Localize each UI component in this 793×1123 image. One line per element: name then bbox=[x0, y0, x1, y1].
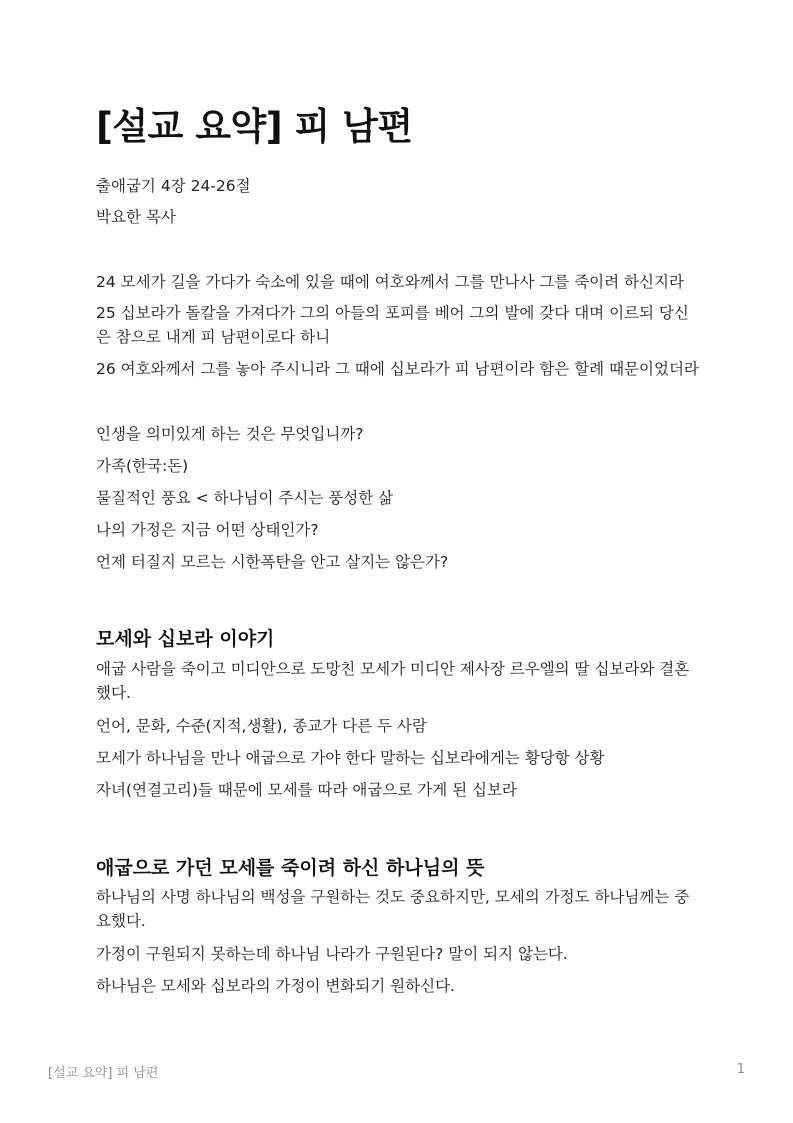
section-heading: 애굽으로 가던 모세를 죽이려 하신 하나님의 뜻 bbox=[96, 857, 485, 879]
scripture-reference: 출애굽기 4장 24-26절 bbox=[96, 177, 251, 195]
footer-document-title: [설교 요약] 피 남편 bbox=[48, 1066, 159, 1081]
footer-page-number: 1 bbox=[736, 1062, 745, 1077]
verse-24: 24 모세가 길을 가다가 숙소에 있을 때에 여호와께서 그를 만나사 그를 죽이려 하신지라 bbox=[96, 273, 684, 291]
section-paragraph: 애굽 사람을 죽이고 미디안으로 도망친 모세가 미디안 제사장 르우엘의 딸 십보라와 결혼했다. bbox=[96, 660, 690, 702]
section-paragraph: 하나님은 모세와 십보라의 가정이 변화되기 원하신다. bbox=[96, 977, 455, 995]
section-paragraph: 언어, 문화, 수준(지적,생활), 종교가 다른 두 사람 bbox=[96, 717, 427, 735]
section-heading: 모세와 십보라 이야기 bbox=[96, 628, 275, 650]
verse-26: 26 여호와께서 그를 놓아 주시니라 그 때에 십보라가 피 남편이라 함은 할례 때문이었더라 bbox=[96, 360, 699, 378]
page-title: [설교 요약] 피 남편 bbox=[96, 105, 413, 148]
section-paragraph: 모세가 하나님을 만나 애굽으로 가야 한다 말하는 십보라에게는 황당항 상황 bbox=[96, 749, 605, 767]
preacher-name: 박요한 목사 bbox=[96, 208, 176, 226]
section-paragraph: 하나님의 사명 하나님의 백성을 구원하는 것도 중요하지만, 모세의 가정도 하나님께는 중요했다. bbox=[96, 888, 690, 930]
intro-line: 가족(한국:돈) bbox=[96, 457, 189, 475]
intro-line: 나의 가정은 지금 어떤 상태인가? bbox=[96, 521, 319, 539]
verse-25: 25 십보라가 돌칼을 가져다가 그의 아들의 포피를 베어 그의 발에 갖다 대며 이르되 당신은 참으로 내게 피 남편이로다 하니 bbox=[96, 304, 689, 346]
section-paragraph: 자녀(연결고리)들 때문에 모세를 따라 애굽으로 가게 된 십보라 bbox=[96, 781, 517, 799]
intro-line: 인생을 의미있게 하는 것은 무엇입니까? bbox=[96, 425, 364, 443]
section-paragraph: 가정이 구원되지 못하는데 하나님 나라가 구원된다? 말이 되지 않는다. bbox=[96, 945, 568, 963]
intro-line: 언제 터질지 모르는 시한폭탄을 안고 살지는 않은가? bbox=[96, 553, 449, 571]
intro-line: 물질적인 풍요 < 하나님이 주시는 풍성한 삶 bbox=[96, 489, 394, 507]
